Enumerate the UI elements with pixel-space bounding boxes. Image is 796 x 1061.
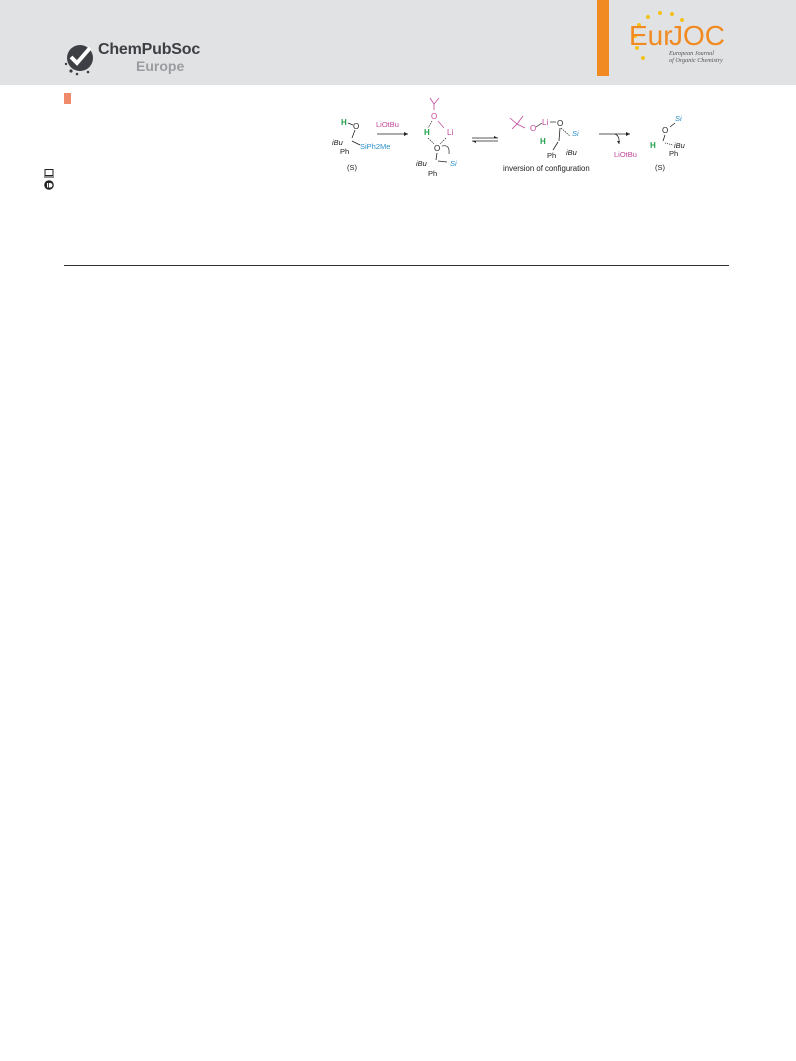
ts2-h: H <box>540 137 546 146</box>
section-divider <box>64 265 729 266</box>
journal-name-joc: JOC <box>669 20 725 51</box>
ts1-h: H <box>424 128 430 137</box>
product-silyl-ether <box>650 114 686 172</box>
ts2-caption: inversion of configuration <box>503 164 590 173</box>
reagent-label: LiOtBu <box>376 120 399 129</box>
sm-h: H <box>341 118 347 127</box>
ts2-o1: O <box>530 124 537 133</box>
journal-accent-bar <box>597 0 609 76</box>
ts1-li: Li <box>447 128 454 137</box>
ts2-ph: Ph <box>547 151 557 160</box>
journal-subtitle-2: of Organic Chemistry <box>669 57 723 64</box>
ts1-ibu: iBu <box>416 159 427 168</box>
prod-o: O <box>662 126 669 135</box>
prod-h: H <box>650 141 656 150</box>
publisher-name: ChemPubSoc <box>98 41 201 58</box>
ts1-o-top: O <box>431 112 438 121</box>
journal-name-eur: Eur <box>629 20 673 51</box>
transition-state-1 <box>416 98 457 178</box>
ts2-ibu: iBu <box>566 148 577 157</box>
orcid-icon[interactable] <box>44 180 54 190</box>
journal-subtitle-1: European Journal <box>669 50 714 57</box>
ts1-si: Si <box>450 159 457 168</box>
sm-si: SiPh2Me <box>360 142 391 151</box>
sm-config: (S) <box>347 163 357 172</box>
prod-config: (S) <box>655 163 665 172</box>
ts2-li: Li <box>542 118 549 127</box>
publisher-region: Europe <box>136 58 185 74</box>
prod-si: Si <box>675 114 682 123</box>
ts2-o2: O <box>557 119 564 128</box>
monitor-icon[interactable] <box>44 169 54 178</box>
ts2-si: Si <box>572 129 579 138</box>
journal-logo <box>615 6 725 76</box>
byproduct-label: LiOtBu <box>614 150 637 159</box>
ts1-o: O <box>434 144 441 153</box>
section-marker <box>64 93 71 104</box>
globe-check-icon <box>65 45 93 75</box>
prod-ibu: iBu <box>674 141 685 150</box>
prod-ph: Ph <box>669 149 679 158</box>
ts1-ph: Ph <box>428 169 438 178</box>
reaction-scheme <box>320 86 720 186</box>
transition-state-2 <box>503 116 590 173</box>
sm-o: O <box>353 122 360 131</box>
sm-ph: Ph <box>340 147 350 156</box>
sm-ibu: iBu <box>332 138 343 147</box>
